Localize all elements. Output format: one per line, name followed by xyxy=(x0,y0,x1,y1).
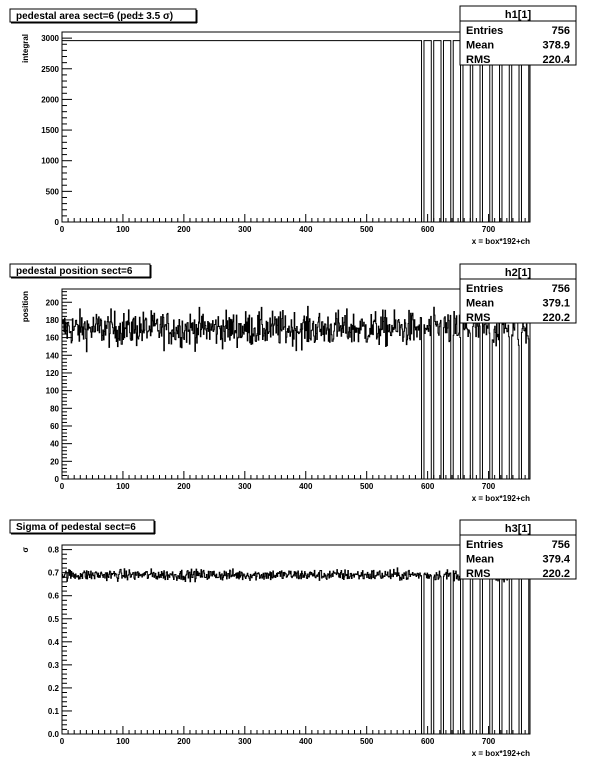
chart-title: pedestal position sect=6 xyxy=(16,266,133,277)
x-tick-label: 200 xyxy=(177,737,191,746)
histogram-panel-1 xyxy=(10,6,576,246)
y-tick-label: 0.1 xyxy=(47,706,59,716)
y-tick-label: 2000 xyxy=(41,95,59,105)
histogram-line xyxy=(62,41,530,222)
chart-title: Sigma of pedestal sect=6 xyxy=(16,522,136,533)
x-tick-label: 200 xyxy=(177,482,191,491)
x-tick-label: 100 xyxy=(116,737,130,746)
y-tick-label: 0.4 xyxy=(47,637,59,647)
y-tick-label: 0.2 xyxy=(47,683,59,693)
stats-name: h1[1] xyxy=(504,9,532,21)
y-tick-label: 1000 xyxy=(41,156,59,166)
x-tick-label: 600 xyxy=(420,482,435,491)
y-tick-label: 200 xyxy=(45,298,59,308)
stats-value: 378.9 xyxy=(542,39,570,52)
stats-label: RMS xyxy=(466,54,491,66)
x-tick-label: 600 xyxy=(420,737,435,746)
y-axis-label: σ xyxy=(21,547,30,553)
y-tick-label: 140 xyxy=(45,351,59,361)
histogram-panel-3 xyxy=(10,520,576,758)
stats-value: 220.2 xyxy=(542,312,570,324)
x-tick-label: 700 xyxy=(481,737,496,746)
y-tick-label: 3000 xyxy=(41,34,59,44)
stats-label: Mean xyxy=(466,553,495,566)
stats-label: Mean xyxy=(466,297,495,310)
y-tick-label: 2500 xyxy=(41,64,59,74)
x-tick-label: 700 xyxy=(481,482,496,491)
x-tick-label: 0 xyxy=(59,225,65,234)
y-tick-label: 0 xyxy=(54,475,59,484)
stats-label: RMS xyxy=(466,568,491,580)
stats-label: RMS xyxy=(466,312,491,324)
stats-value: 220.4 xyxy=(542,54,570,66)
y-tick-label: 160 xyxy=(45,333,59,343)
y-tick-label: 40 xyxy=(50,439,59,449)
stats-value: 756 xyxy=(551,25,570,37)
histogram-panel-2 xyxy=(10,264,576,503)
y-tick-label: 80 xyxy=(50,404,59,414)
y-tick-label: 20 xyxy=(50,457,59,467)
x-axis-label: x = box*192+ch xyxy=(471,494,530,503)
stats-label: Entries xyxy=(466,539,504,551)
y-tick-label: 100 xyxy=(45,386,59,396)
x-tick-label: 100 xyxy=(116,225,130,234)
stats-value: 379.1 xyxy=(542,297,570,310)
stats-value: 220.2 xyxy=(542,568,570,580)
x-tick-label: 500 xyxy=(360,482,374,491)
y-tick-label: 60 xyxy=(50,421,59,431)
x-tick-label: 300 xyxy=(238,482,252,491)
x-tick-label: 0 xyxy=(59,737,65,746)
x-axis-label: x = box*192+ch xyxy=(471,749,530,758)
stats-label: Entries xyxy=(466,25,504,37)
x-tick-label: 400 xyxy=(299,737,313,746)
x-tick-label: 100 xyxy=(116,482,130,491)
y-tick-label: 0.3 xyxy=(47,660,59,670)
y-tick-label: 0.0 xyxy=(47,730,59,739)
histogram-line xyxy=(62,306,530,479)
stats-label: Entries xyxy=(466,283,504,295)
y-tick-label: 0.5 xyxy=(47,614,59,624)
y-tick-label: 0.6 xyxy=(47,591,59,601)
x-axis-label: x = box*192+ch xyxy=(471,237,530,246)
x-tick-label: 0 xyxy=(59,482,65,491)
x-tick-label: 300 xyxy=(238,225,252,234)
y-tick-label: 180 xyxy=(45,315,59,325)
x-tick-label: 500 xyxy=(360,225,374,234)
stats-value: 379.4 xyxy=(542,553,570,566)
stats-value: 756 xyxy=(551,539,570,551)
stats-label: Mean xyxy=(466,39,495,52)
y-tick-label: 0.7 xyxy=(47,568,59,578)
x-tick-label: 500 xyxy=(360,737,374,746)
y-tick-label: 1500 xyxy=(41,126,59,136)
y-tick-label: 120 xyxy=(45,368,59,378)
y-axis-label: integral xyxy=(21,34,30,63)
x-tick-label: 700 xyxy=(481,225,496,234)
x-tick-label: 300 xyxy=(238,737,252,746)
x-tick-label: 400 xyxy=(299,225,313,234)
stats-name: h2[1] xyxy=(504,267,532,279)
x-tick-label: 400 xyxy=(299,482,313,491)
stats-value: 756 xyxy=(551,283,570,295)
stats-name: h3[1] xyxy=(504,523,532,535)
y-axis-label: position xyxy=(21,291,30,323)
y-tick-label: 0 xyxy=(54,218,59,227)
y-tick-label: 0.8 xyxy=(47,545,59,555)
y-tick-label: 500 xyxy=(45,187,59,197)
chart-title: pedestal area sect=6 (ped± 3.5 σ) xyxy=(16,11,174,22)
x-tick-label: 200 xyxy=(177,225,191,234)
histogram-line xyxy=(62,567,530,734)
x-tick-label: 600 xyxy=(420,225,435,234)
